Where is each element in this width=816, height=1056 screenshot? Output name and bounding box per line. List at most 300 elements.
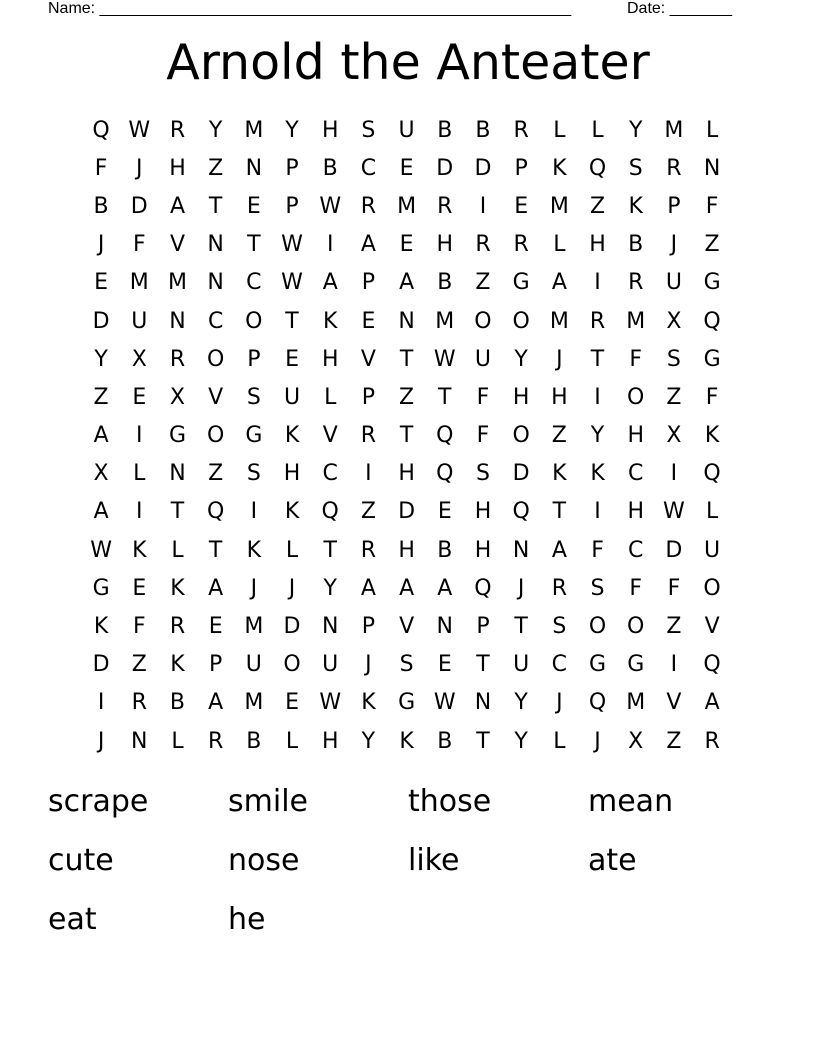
grid-cell: S — [552, 614, 567, 640]
grid-cell: T — [476, 652, 490, 678]
grid-cell: T — [208, 193, 223, 219]
grid-cell: W — [319, 193, 342, 219]
grid-cell: V — [399, 614, 415, 640]
grid-cell: T — [476, 728, 490, 754]
grid-cell: O — [474, 308, 492, 334]
grid-cell: M — [626, 308, 646, 334]
grid-cell: I — [670, 652, 678, 678]
grid-cell: K — [284, 423, 300, 449]
grid-cell: Z — [208, 461, 224, 487]
grid-cell: Q — [703, 461, 721, 487]
grid-cell: S — [475, 461, 490, 487]
grid-cell: L — [705, 499, 719, 525]
grid-cell: O — [206, 423, 225, 449]
grid-cell: N — [207, 232, 224, 258]
grid-cell: Z — [93, 384, 109, 410]
grid-cell: N — [169, 308, 186, 334]
grid-cell: E — [285, 690, 299, 716]
grid-cell: B — [169, 690, 186, 716]
grid-cell: U — [704, 537, 721, 563]
grid-cell: S — [590, 575, 605, 601]
grid-cell: D — [92, 308, 110, 334]
grid-cell: W — [319, 690, 342, 716]
grid-cell: S — [246, 384, 261, 410]
grid-cell: N — [245, 155, 263, 181]
grid-cell: F — [476, 384, 490, 410]
grid-cell: E — [285, 346, 299, 372]
grid-cell: T — [323, 537, 337, 563]
date-field: Date: _______ — [627, 0, 732, 17]
grid-cell: F — [705, 193, 719, 219]
grid-cell: V — [169, 232, 185, 258]
grid-cell: Y — [590, 423, 605, 449]
grid-cell: K — [93, 614, 109, 640]
grid-cell: R — [589, 308, 606, 334]
grid-cell: K — [552, 461, 567, 487]
grid-cell: X — [169, 384, 185, 410]
grid-cell: G — [627, 652, 645, 678]
grid-cell: O — [588, 614, 607, 640]
name-field: Name: _____________________________________________________ — [48, 0, 572, 17]
grid-cell: K — [246, 537, 262, 563]
grid-cell: N — [131, 728, 148, 754]
grid-cell: P — [361, 614, 376, 640]
grid-cell: S — [666, 346, 681, 372]
grid-cell: G — [512, 270, 530, 296]
grid-cell: M — [167, 270, 187, 296]
grid-cell: Y — [94, 346, 108, 372]
grid-cell: V — [322, 423, 338, 449]
grid-cell: P — [514, 155, 528, 181]
grid-cell: R — [131, 690, 147, 716]
grid-cell: Q — [436, 423, 454, 449]
grid-cell: M — [397, 193, 417, 219]
grid-cell: L — [705, 117, 719, 143]
grid-cell: D — [92, 652, 110, 678]
grid-cell: M — [244, 614, 264, 640]
grid-cell: B — [93, 193, 109, 219]
grid-cell: B — [437, 117, 453, 143]
grid-cell: E — [361, 308, 376, 334]
word-bank-item: eat — [48, 902, 97, 937]
grid-cell: B — [475, 117, 491, 143]
grid-cell: B — [246, 728, 262, 754]
grid-cell: F — [132, 232, 146, 258]
grid-cell: R — [704, 728, 720, 754]
grid-cell: G — [398, 690, 416, 716]
grid-cell: J — [594, 728, 601, 754]
grid-cell: O — [283, 652, 301, 678]
grid-cell: R — [628, 270, 644, 296]
grid-cell: K — [590, 461, 605, 487]
grid-cell: Q — [703, 308, 721, 334]
grid-cell: A — [208, 690, 224, 716]
grid-cell: N — [474, 690, 492, 716]
grid-cell: Q — [703, 652, 721, 678]
grid-cell: W — [281, 232, 303, 258]
grid-cell: K — [170, 652, 185, 678]
grid-cell: C — [246, 270, 262, 296]
grid-cell: W — [90, 537, 112, 563]
grid-cell: I — [479, 193, 487, 219]
grid-cell: Q — [474, 575, 492, 601]
grid-cell: G — [168, 423, 186, 449]
grid-cell: C — [322, 461, 338, 487]
grid-cell: R — [475, 232, 491, 258]
grid-cell: T — [552, 499, 567, 525]
grid-cell: H — [474, 537, 492, 563]
word-bank — [48, 776, 768, 953]
grid-cell: R — [437, 193, 453, 219]
grid-cell: Z — [475, 270, 491, 296]
grid-cell: E — [246, 193, 261, 219]
grid-cell: S — [361, 117, 376, 143]
grid-cell: O — [512, 308, 530, 334]
grid-cell: H — [398, 537, 415, 563]
grid-cell: J — [517, 575, 525, 601]
grid-cell: X — [666, 308, 682, 334]
grid-cell: C — [628, 461, 644, 487]
grid-cell: D — [665, 537, 683, 563]
grid-cell: Y — [285, 117, 299, 143]
grid-cell: L — [133, 461, 146, 487]
grid-cell: R — [360, 423, 377, 449]
grid-cell: P — [209, 652, 223, 678]
grid-cell: N — [207, 270, 224, 296]
grid-cell: A — [169, 193, 185, 219]
grid-cell: G — [245, 423, 263, 449]
grid-cell: E — [399, 232, 414, 258]
grid-cell: U — [474, 346, 492, 372]
grid-cell: S — [399, 652, 414, 678]
grid-cell: K — [361, 690, 376, 716]
grid-cell: Z — [208, 155, 224, 181]
grid-cell: U — [398, 117, 415, 143]
grid-cell: K — [170, 575, 185, 601]
grid-cell: X — [628, 728, 644, 754]
letter-grid — [82, 111, 731, 760]
grid-cell: H — [436, 232, 454, 258]
grid-cell: F — [94, 155, 108, 181]
grid-cell: A — [399, 575, 415, 601]
word-bank-item: ate — [588, 843, 637, 878]
grid-cell: I — [594, 384, 601, 410]
grid-cell: D — [436, 155, 454, 181]
grid-cell: N — [436, 614, 454, 640]
word-bank-item: those — [408, 784, 492, 819]
grid-cell: U — [665, 270, 682, 296]
grid-cell: T — [590, 346, 605, 372]
grid-cell: Z — [666, 728, 682, 754]
grid-cell: O — [703, 575, 721, 601]
grid-cell: N — [512, 537, 530, 563]
grid-cell: A — [93, 423, 109, 449]
grid-cell: E — [94, 270, 109, 296]
grid-cell: A — [551, 537, 567, 563]
grid-cell: F — [667, 575, 681, 601]
grid-cell: H — [589, 232, 606, 258]
grid-cell: J — [556, 346, 563, 372]
grid-cell: Q — [588, 690, 607, 716]
grid-cell: S — [246, 461, 261, 487]
grid-cell: W — [281, 270, 303, 296]
grid-cell: A — [93, 499, 109, 525]
grid-cell: M — [129, 270, 149, 296]
grid-cell: H — [321, 117, 339, 143]
grid-cell: Q — [436, 461, 454, 487]
grid-cell: D — [283, 614, 301, 640]
grid-cell: M — [435, 308, 455, 334]
grid-cell: Z — [551, 423, 567, 449]
grid-cell: P — [476, 614, 490, 640]
grid-cell: F — [629, 346, 643, 372]
grid-cell: P — [361, 384, 376, 410]
grid-cell: J — [136, 155, 143, 181]
grid-cell: H — [283, 461, 301, 487]
grid-cell: A — [437, 575, 453, 601]
grid-cell: E — [514, 193, 529, 219]
grid-cell: Z — [131, 652, 147, 678]
grid-cell: L — [553, 117, 566, 143]
grid-cell: R — [551, 575, 567, 601]
grid-cell: K — [323, 308, 338, 334]
grid-cell: D — [474, 155, 492, 181]
grid-cell: D — [398, 499, 416, 525]
grid-cell: M — [549, 193, 569, 219]
word-bank-item: scrape — [48, 784, 149, 819]
grid-cell: P — [285, 155, 299, 181]
grid-cell: Z — [589, 193, 606, 219]
grid-cell: T — [170, 499, 185, 525]
grid-cell: M — [244, 117, 264, 143]
grid-cell: E — [437, 652, 452, 678]
grid-cell: H — [512, 384, 530, 410]
grid-cell: J — [670, 232, 678, 258]
grid-cell: I — [250, 499, 258, 525]
grid-cell: L — [324, 384, 337, 410]
grid-cell: I — [365, 461, 372, 487]
grid-cell: L — [285, 537, 299, 563]
grid-cell: Q — [321, 499, 339, 525]
grid-cell: K — [132, 537, 147, 563]
grid-cell: R — [208, 728, 224, 754]
grid-cell: I — [97, 690, 105, 716]
grid-cell: B — [628, 232, 644, 258]
grid-cell: Z — [360, 499, 376, 525]
grid-cell: U — [131, 308, 148, 334]
grid-cell: G — [589, 652, 607, 678]
grid-cell: D — [130, 193, 148, 219]
grid-cell: R — [360, 193, 377, 219]
grid-cell: X — [666, 423, 682, 449]
grid-cell: G — [92, 575, 110, 601]
grid-cell: A — [360, 575, 376, 601]
grid-cell: E — [437, 499, 452, 525]
grid-cell: O — [627, 384, 645, 410]
grid-cell: X — [93, 461, 109, 487]
grid-cell: I — [594, 499, 601, 525]
grid-cell: Q — [588, 155, 607, 181]
grid-cell: R — [169, 346, 186, 372]
grid-cell: T — [514, 614, 528, 640]
grid-cell: Q — [206, 499, 225, 525]
grid-cell: L — [591, 117, 604, 143]
grid-cell: N — [398, 308, 415, 334]
grid-cell: U — [513, 652, 530, 678]
grid-cell: U — [245, 652, 262, 678]
grid-cell: C — [551, 652, 568, 678]
grid-cell: T — [247, 232, 261, 258]
grid-cell: Y — [514, 346, 528, 372]
grid-cell: F — [476, 423, 490, 449]
grid-cell: V — [666, 690, 682, 716]
grid-cell: H — [627, 423, 644, 449]
grid-cell: H — [398, 461, 415, 487]
grid-cell: T — [285, 308, 299, 334]
grid-cell: H — [321, 346, 339, 372]
grid-cell: Y — [323, 575, 337, 601]
grid-cell: L — [553, 232, 566, 258]
grid-cell: C — [360, 155, 377, 181]
grid-cell: Y — [514, 690, 528, 716]
grid-cell: J — [556, 690, 563, 716]
grid-cell: B — [322, 155, 338, 181]
grid-cell: Z — [666, 384, 682, 410]
grid-cell: O — [206, 346, 225, 372]
grid-cell: P — [247, 346, 261, 372]
grid-cell: B — [437, 537, 453, 563]
grid-cell: B — [437, 728, 453, 754]
grid-cell: Z — [704, 232, 720, 258]
grid-cell: L — [171, 537, 184, 563]
grid-cell: V — [704, 614, 720, 640]
grid-cell: R — [513, 117, 529, 143]
grid-cell: X — [131, 346, 147, 372]
grid-cell: Z — [666, 614, 682, 640]
grid-cell: N — [169, 461, 186, 487]
grid-cell: H — [169, 155, 186, 181]
grid-cell: Q — [92, 117, 110, 143]
grid-cell: E — [208, 614, 223, 640]
puzzle-title: Arnold the Anteater — [166, 34, 650, 91]
grid-cell: O — [512, 423, 530, 449]
grid-cell: D — [512, 461, 530, 487]
grid-cell: R — [169, 117, 186, 143]
grid-cell: I — [594, 270, 601, 296]
word-bank-item: like — [408, 843, 460, 878]
word-bank-item: he — [228, 902, 266, 937]
grid-cell: H — [627, 499, 644, 525]
grid-cell: K — [628, 193, 643, 219]
grid-cell: I — [670, 461, 678, 487]
grid-cell: A — [208, 575, 224, 601]
grid-cell: V — [360, 346, 376, 372]
grid-cell: Z — [399, 384, 415, 410]
grid-cell: A — [704, 690, 720, 716]
grid-cell: Y — [208, 117, 223, 143]
grid-cell: M — [626, 690, 646, 716]
grid-cell: J — [365, 652, 372, 678]
grid-cell: F — [132, 614, 146, 640]
grid-cell: I — [136, 423, 143, 449]
grid-cell: R — [360, 537, 377, 563]
grid-cell: K — [552, 155, 567, 181]
grid-cell: I — [326, 232, 334, 258]
grid-cell: Y — [361, 728, 376, 754]
grid-cell: A — [551, 270, 567, 296]
grid-cell: M — [549, 308, 569, 334]
word-bank-item: smile — [228, 784, 308, 819]
grid-cell: M — [664, 117, 684, 143]
grid-cell: U — [322, 652, 339, 678]
grid-cell: J — [97, 232, 105, 258]
grid-cell: E — [399, 155, 414, 181]
word-bank-item: mean — [588, 784, 674, 819]
grid-cell: G — [703, 270, 721, 296]
grid-cell: C — [628, 537, 644, 563]
grid-cell: L — [171, 728, 184, 754]
grid-cell: K — [704, 423, 720, 449]
grid-cell: J — [288, 575, 296, 601]
grid-cell: O — [627, 614, 645, 640]
grid-cell: N — [321, 614, 339, 640]
word-bank-item: cute — [48, 843, 114, 878]
grid-cell: H — [551, 384, 568, 410]
grid-cell: A — [360, 232, 376, 258]
grid-cell: T — [208, 537, 223, 563]
grid-cell: A — [322, 270, 338, 296]
grid-cell: F — [629, 575, 643, 601]
grid-cell: E — [132, 384, 147, 410]
grid-cell: N — [703, 155, 721, 181]
grid-cell: I — [136, 499, 143, 525]
grid-cell: R — [513, 232, 529, 258]
grid-cell: K — [399, 728, 414, 754]
grid-cell: L — [553, 728, 566, 754]
grid-cell: H — [321, 728, 339, 754]
grid-cell: W — [128, 117, 151, 143]
grid-cell: F — [705, 384, 719, 410]
grid-cell: E — [132, 575, 147, 601]
grid-cell: T — [399, 346, 414, 372]
grid-cell: H — [474, 499, 492, 525]
grid-cell: P — [667, 193, 681, 219]
grid-cell: B — [437, 270, 453, 296]
grid-cell: L — [285, 728, 299, 754]
grid-cell: W — [433, 346, 456, 372]
grid-cell: V — [208, 384, 224, 410]
grid-cell: J — [250, 575, 258, 601]
grid-cell: U — [283, 384, 301, 410]
grid-cell: Y — [628, 117, 643, 143]
word-bank-item: nose — [228, 843, 300, 878]
grid-cell: O — [245, 308, 263, 334]
grid-cell: R — [666, 155, 682, 181]
grid-cell: W — [663, 499, 685, 525]
grid-cell: P — [361, 270, 376, 296]
grid-cell: C — [207, 308, 224, 334]
grid-cell: G — [703, 346, 721, 372]
grid-cell: F — [591, 537, 604, 563]
grid-cell: P — [285, 193, 299, 219]
grid-cell: T — [438, 384, 452, 410]
grid-cell: Y — [514, 728, 528, 754]
grid-cell: Q — [512, 499, 530, 525]
grid-cell: J — [97, 728, 105, 754]
grid-cell: K — [284, 499, 300, 525]
grid-cell: R — [169, 614, 186, 640]
grid-cell: S — [628, 155, 643, 181]
